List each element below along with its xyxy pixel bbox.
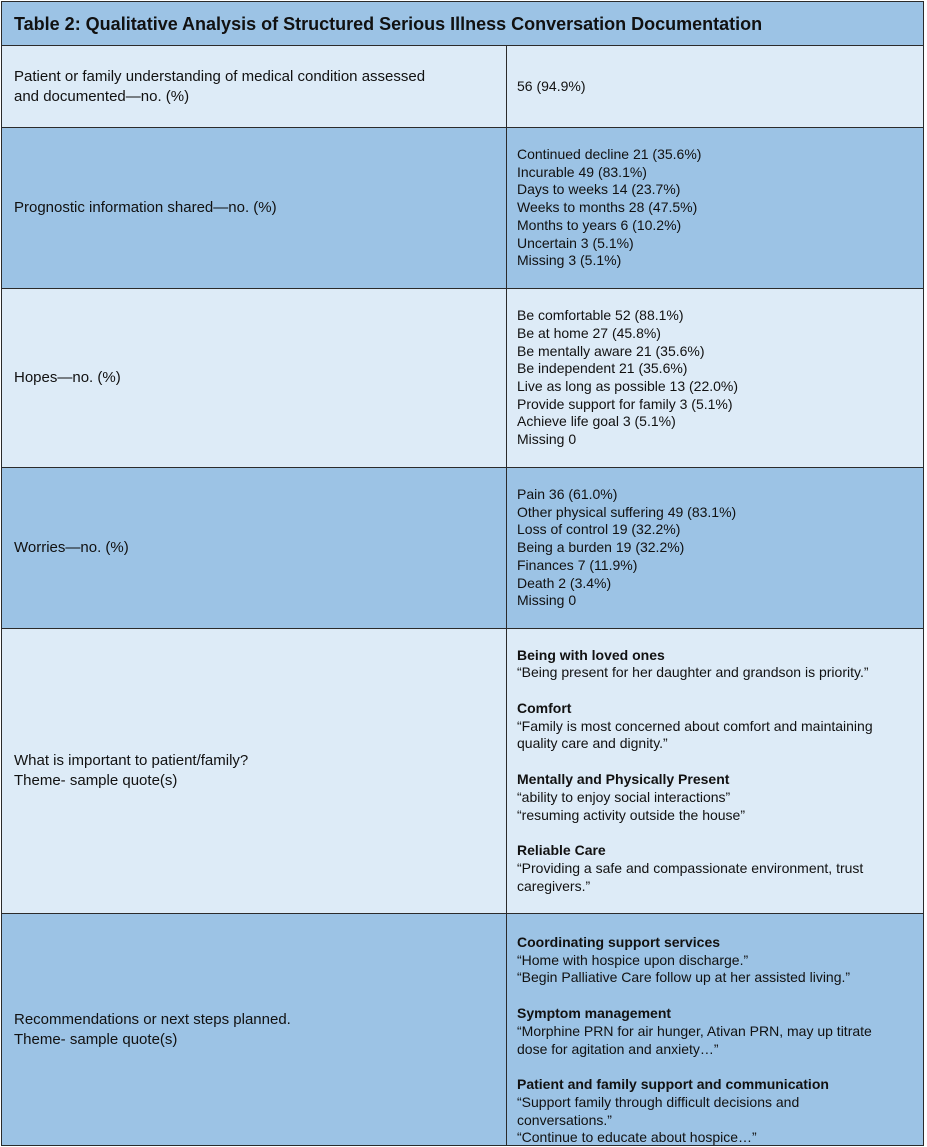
row-label-line: and documented—no. (%)	[14, 87, 190, 105]
theme-name: Patient and family support and communication	[517, 1076, 829, 1093]
row-label	[2, 468, 507, 628]
row-values	[507, 468, 923, 628]
row-label-line: Prognostic information shared—no. (%)	[14, 199, 277, 216]
value-item: Death 2 (3.4%)	[517, 574, 612, 591]
value-item: Be independent 21 (35.6%)	[517, 360, 688, 377]
row-values	[507, 289, 923, 467]
theme-block	[517, 771, 913, 824]
row-label-line: Theme- sample quote(s)	[14, 1030, 178, 1048]
theme-quote: “Being present for her daughter and grandson is priority.”	[517, 664, 869, 681]
value-item: Pain 36 (61.0%)	[517, 486, 618, 503]
table-row-hopes	[2, 289, 923, 468]
table-title: Table 2: Qualitative Analysis of Structured Serious Illness Conversation Documentation	[2, 2, 923, 46]
value-item: Missing 3 (5.1%)	[517, 252, 622, 269]
value-item: Provide support for family 3 (5.1%)	[517, 395, 733, 412]
theme-quote: “ability to enjoy social interactions”	[517, 788, 731, 805]
row-label	[2, 289, 507, 467]
row-label-line: What is important to patient/family?	[14, 752, 249, 769]
row-values	[507, 629, 923, 913]
value-item: Uncertain 3 (5.1%)	[517, 234, 634, 251]
theme-quote: “resuming activity outside the house”	[517, 806, 745, 823]
theme-quote: “Begin Palliative Care follow up at her assisted living.”	[517, 969, 851, 986]
theme-quote: caregivers.”	[517, 877, 591, 894]
row-label	[2, 128, 507, 288]
value-item: Months to years 6 (10.2%)	[517, 216, 682, 233]
table-row-recommendations	[2, 914, 923, 1145]
value-item: Be at home 27 (45.8%)	[517, 324, 661, 341]
value-item: Missing 0	[517, 592, 577, 609]
value-item: Other physical suffering 49 (83.1%)	[517, 503, 737, 520]
value-item: Finances 7 (11.9%)	[517, 556, 638, 573]
theme-quote: “Family is most concerned about comfort and maintaining	[517, 717, 873, 734]
theme-quote: quality care and dignity.”	[517, 735, 668, 752]
value-item: Continued decline 21 (35.6%)	[517, 146, 702, 163]
theme-block	[517, 842, 913, 895]
value-item: Be mentally aware 21 (35.6%)	[517, 342, 705, 359]
table-row-worries	[2, 468, 923, 629]
theme-block	[517, 1005, 913, 1058]
theme-block	[517, 1076, 913, 1147]
row-values	[507, 128, 923, 288]
value-item: Being a burden 19 (32.2%)	[517, 539, 685, 556]
theme-name: Reliable Care	[517, 842, 606, 859]
theme-block	[517, 647, 913, 682]
table-row-important	[2, 629, 923, 914]
theme-quote: “Home with hospice upon discharge.”	[517, 951, 749, 968]
value-item: Loss of control 19 (32.2%)	[517, 521, 681, 538]
theme-block	[517, 700, 913, 753]
value-item: Missing 0	[517, 431, 577, 448]
theme-name: Being with loved ones	[517, 646, 665, 663]
value-item: Days to weeks 14 (23.7%)	[517, 181, 681, 198]
row-label	[2, 914, 507, 1145]
value-item: Incurable 49 (83.1%)	[517, 163, 647, 180]
theme-block	[517, 934, 913, 987]
row-label-line: Hopes—no. (%)	[14, 369, 121, 386]
row-values	[507, 914, 923, 1145]
value-item: Weeks to months 28 (47.5%)	[517, 199, 698, 216]
theme-name: Mentally and Physically Present	[517, 771, 730, 788]
row-label	[2, 629, 507, 913]
row-values	[507, 46, 923, 127]
qualitative-analysis-table	[1, 1, 924, 1146]
theme-name: Coordinating support services	[517, 934, 721, 950]
value-item: Live as long as possible 13 (22.0%)	[517, 378, 739, 394]
theme-quote: “Support family through difficult decisions and	[517, 1093, 800, 1110]
theme-quote: dose for agitation and anxiety…”	[517, 1040, 719, 1057]
row-label	[2, 46, 507, 127]
value-item: Be comfortable 52 (88.1%)	[517, 307, 684, 324]
value-item: Achieve life goal 3 (5.1%)	[517, 413, 676, 430]
row-label-line: Worries—no. (%)	[14, 539, 129, 556]
table-row-prognostic	[2, 128, 923, 289]
theme-name: Symptom management	[517, 1005, 672, 1022]
value-item: 56 (94.9%)	[517, 77, 586, 94]
theme-quote: “Continue to educate about hospice…”	[517, 1129, 757, 1146]
row-label-line: Recommendations or next steps planned.	[14, 1010, 291, 1028]
theme-quote: “Morphine PRN for air hunger, Ativan PRN, may up titrate	[517, 1022, 872, 1039]
theme-quote: conversations.”	[517, 1111, 612, 1128]
row-label-line: Patient or family understanding of medical condition assessed	[14, 67, 426, 85]
table-row-understanding	[2, 46, 923, 128]
row-label-line: Theme- sample quote(s)	[14, 772, 178, 789]
theme-name: Comfort	[517, 700, 572, 717]
theme-quote: “Providing a safe and compassionate environment, trust	[517, 859, 864, 876]
